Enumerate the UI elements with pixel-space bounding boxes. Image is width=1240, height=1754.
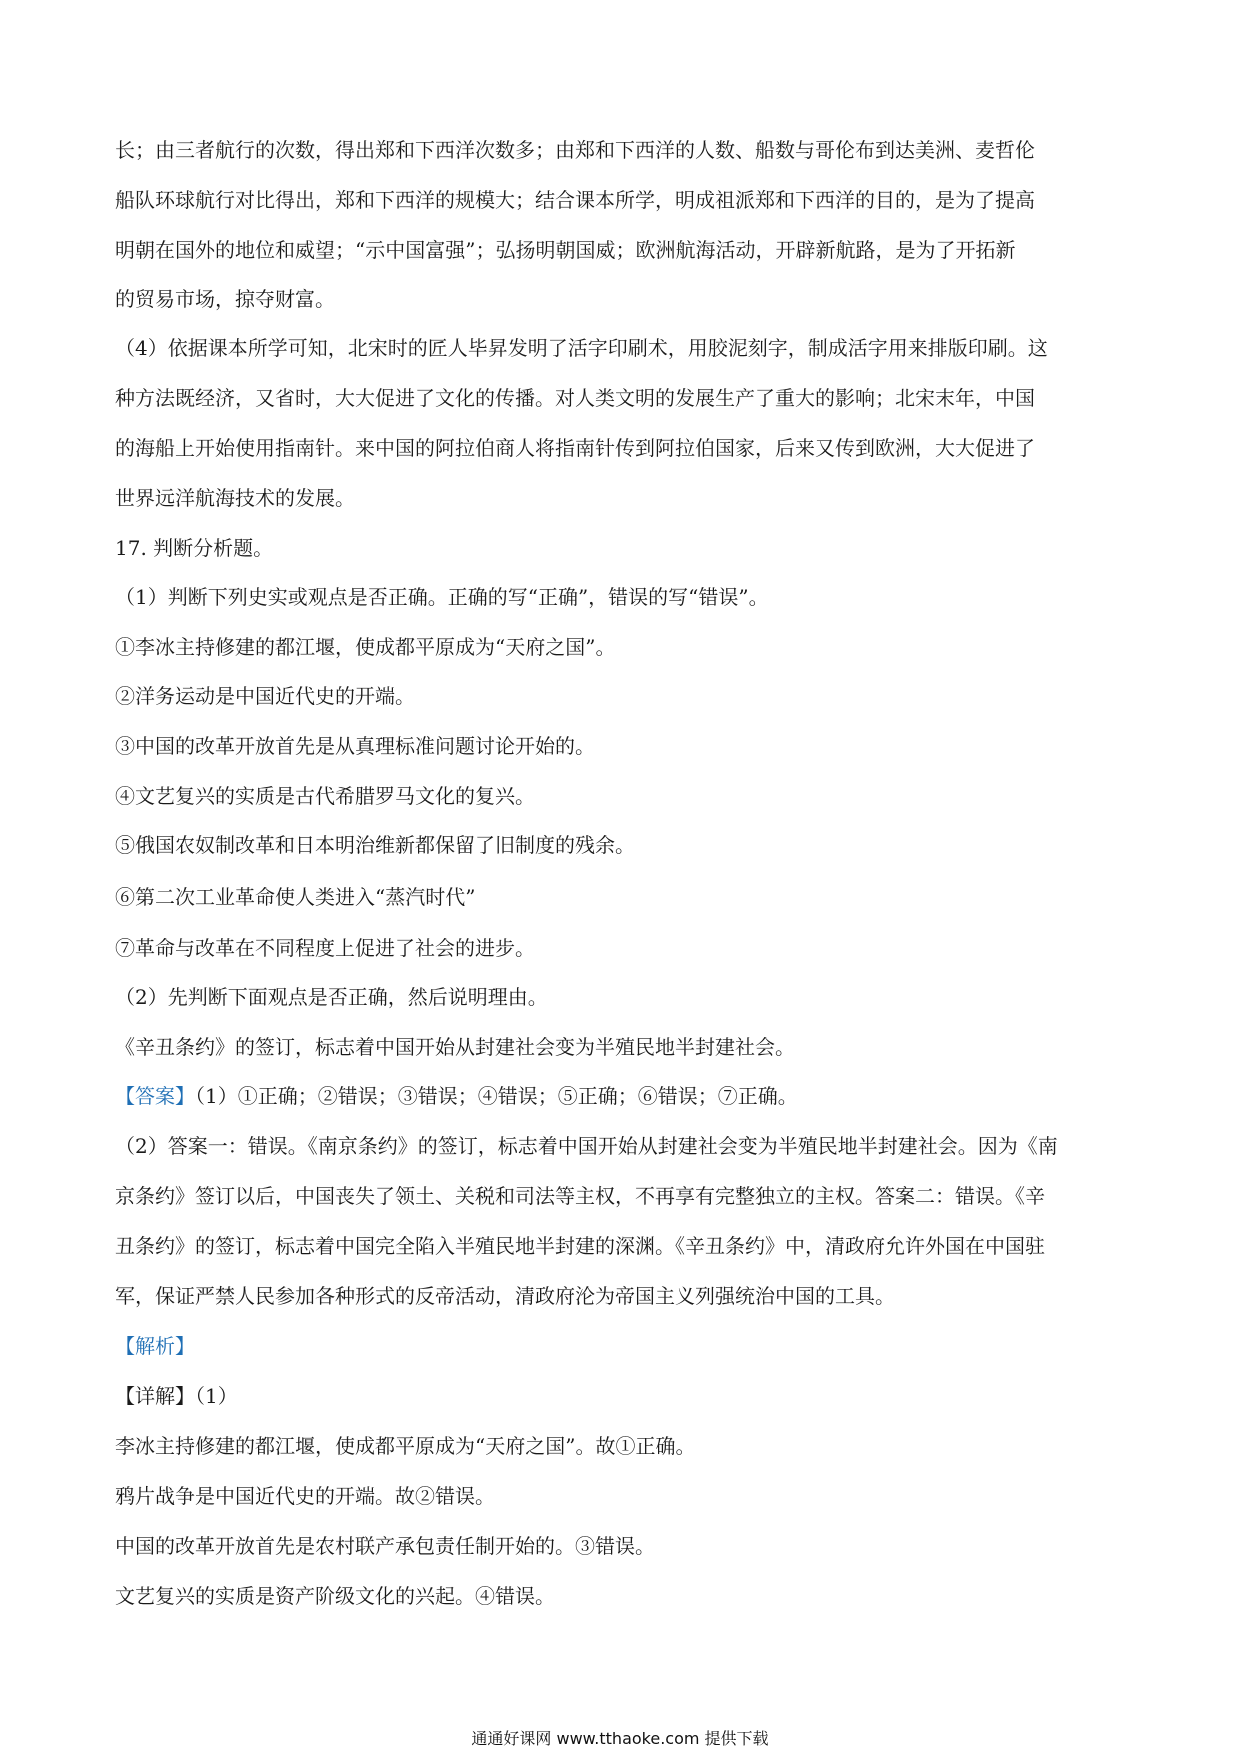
question-instruction: （2）先判断下面观点是否正确，然后说明理由。	[115, 985, 548, 1009]
statement-item: ⑦革命与改革在不同程度上促进了社会的进步。	[115, 936, 535, 960]
paragraph-line: （4）依据课本所学可知，北宋时的匠人毕昇发明了活字印刷术，用胶泥刻字，制成活字用来排版印刷。这	[115, 336, 1048, 360]
paragraph-line: 船队环球航行对比得出，郑和下西洋的规模大；结合课本所学，明成祖派郑和下西洋的目的，是为了提高	[115, 188, 1035, 212]
statement-item: ④文艺复兴的实质是古代希腊罗马文化的复兴。	[115, 784, 535, 808]
question-heading: 17. 判断分析题。	[115, 536, 274, 560]
detail-label: 【详解】	[115, 1384, 195, 1408]
analysis-line	[115, 1332, 1130, 1360]
detail-text: （1）	[195, 1384, 238, 1408]
paragraph-line: 长；由三者航行的次数，得出郑和下西洋次数多；由郑和下西洋的人数、船数与哥伦布到达美洲、麦哲伦	[115, 138, 1035, 162]
detail-paragraph-line: 鸦片战争是中国近代史的开端。故②错误。	[115, 1484, 495, 1508]
detail-paragraph-line: 李冰主持修建的都江堰，使成都平原成为“天府之国”。故①正确。	[115, 1434, 696, 1458]
question-statement: 《辛丑条约》的签订，标志着中国开始从封建社会变为半殖民地半封建社会。	[115, 1035, 795, 1059]
detail-paragraph-line: 文艺复兴的实质是资产阶级文化的兴起。④错误。	[115, 1584, 555, 1608]
answer-text: （1）①正确；②错误；③错误；④错误；⑤正确；⑥错误；⑦正确。	[195, 1084, 798, 1108]
answer-paragraph-line: 军，保证严禁人民参加各种形式的反帝活动，清政府沦为帝国主义列强统治中国的工具。	[115, 1284, 895, 1308]
answer-line	[115, 1082, 1130, 1110]
detail-line	[115, 1382, 1130, 1410]
answer-label: 【答案】	[115, 1084, 195, 1108]
paragraph-line: 的贸易市场，掠夺财富。	[115, 287, 335, 311]
statement-item: ⑥第二次工业革命使人类进入“蒸汽时代”	[115, 885, 476, 909]
paragraph-line: 种方法既经济，又省时，大大促进了文化的传播。对人类文明的发展生产了重大的影响；北宋末年，中国	[115, 386, 1035, 410]
paragraph-line: 世界远洋航海技术的发展。	[115, 486, 355, 510]
statement-item: ③中国的改革开放首先是从真理标准问题讨论开始的。	[115, 734, 595, 758]
analysis-label: 【解析】	[115, 1334, 195, 1358]
question-instruction: （1）判断下列史实或观点是否正确。正确的写“正确”，错误的写“错误”。	[115, 585, 769, 609]
paragraph-line: 明朝在国外的地位和威望；“示中国富强”；弘扬明朝国威；欧洲航海活动，开辟新航路，是为了开拓新	[115, 238, 1016, 262]
statement-item: ①李冰主持修建的都江堰，使成都平原成为“天府之国”。	[115, 635, 616, 659]
paragraph-line: 的海船上开始使用指南针。来中国的阿拉伯商人将指南针传到阿拉伯国家，后来又传到欧洲，大大促进了	[115, 436, 1035, 460]
answer-paragraph-line: 丑条约》的签订，标志着中国完全陷入半殖民地半封建的深渊。《辛丑条约》中，清政府允许外国在中国驻	[115, 1234, 1045, 1258]
footer-source: 通通好课网 www.tthaoke.com 提供下载	[471, 1729, 769, 1748]
answer-paragraph-line: 京条约》签订以后，中国丧失了领土、关税和司法等主权，不再享有完整独立的主权。答案二：错误。《辛	[115, 1184, 1045, 1208]
answer-paragraph-line: （2）答案一：错误。《南京条约》的签订，标志着中国开始从封建社会变为半殖民地半封建社会。因为《南	[115, 1134, 1058, 1158]
statement-item: ⑤俄国农奴制改革和日本明治维新都保留了旧制度的残余。	[115, 833, 635, 857]
detail-paragraph-line: 中国的改革开放首先是农村联产承包责任制开始的。③错误。	[115, 1534, 655, 1558]
statement-item: ②洋务运动是中国近代史的开端。	[115, 684, 415, 708]
